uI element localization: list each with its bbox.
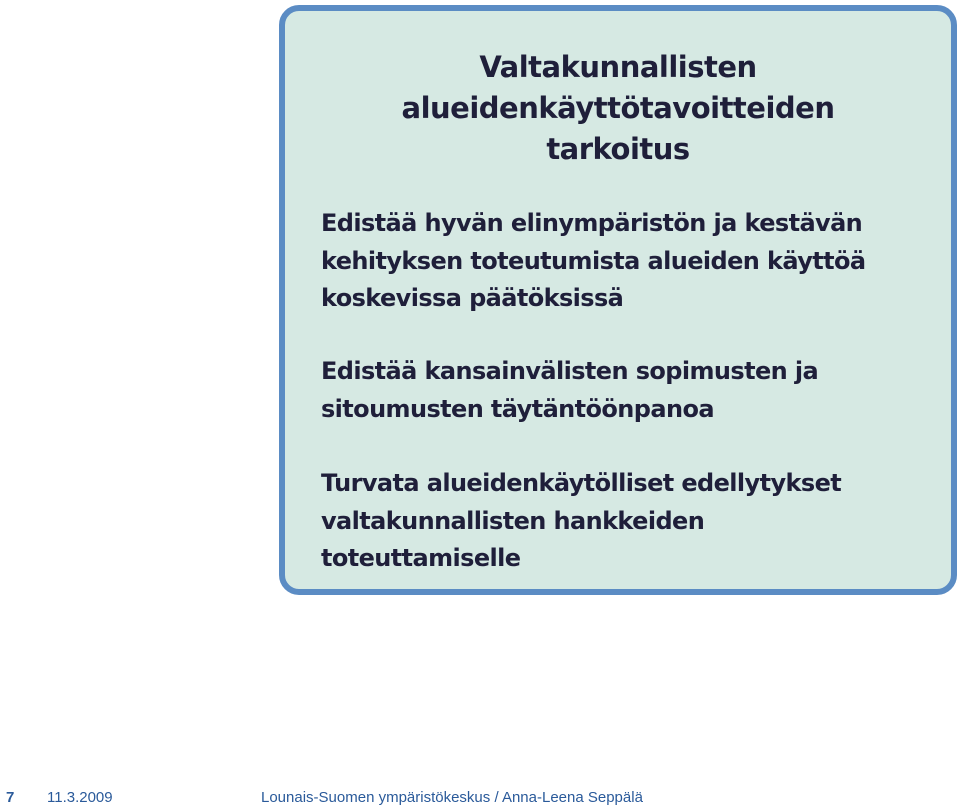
panel-title: [285, 47, 951, 170]
goal-national-projects: [321, 465, 960, 578]
panel-title-line: Valtakunnallisten: [479, 50, 757, 84]
goal-line: kehityksen toteutumista alueiden käyttöä: [321, 246, 866, 275]
goals-panel: [279, 5, 957, 595]
footer-date: 11.3.2009: [47, 789, 113, 806]
goal-line: sitoumusten täytäntöönpanoa: [321, 394, 714, 423]
panel-title-line: alueidenkäyttötavoitteiden: [401, 91, 835, 125]
goal-line: Edistää kansainvälisten sopimusten ja: [321, 357, 819, 385]
goal-line: toteuttamiselle: [321, 544, 521, 572]
goal-line: Edistää hyvän elinympäristön ja kestävän: [321, 209, 863, 237]
page-number: 7: [6, 789, 15, 806]
goal-living-environment: [321, 205, 960, 318]
slide-footer: [0, 787, 960, 809]
goal-line: koskevissa päätöksissä: [321, 284, 624, 312]
goal-line: Turvata alueidenkäytölliset edellytykset: [321, 469, 842, 497]
footer-organization: Lounais-Suomen ympäristökeskus / Anna-Leena Seppälä: [261, 789, 643, 806]
panel-title-line: tarkoitus: [546, 132, 690, 166]
goal-international-agreements: [321, 353, 960, 428]
goal-line: valtakunnallisten hankkeiden: [321, 506, 705, 535]
